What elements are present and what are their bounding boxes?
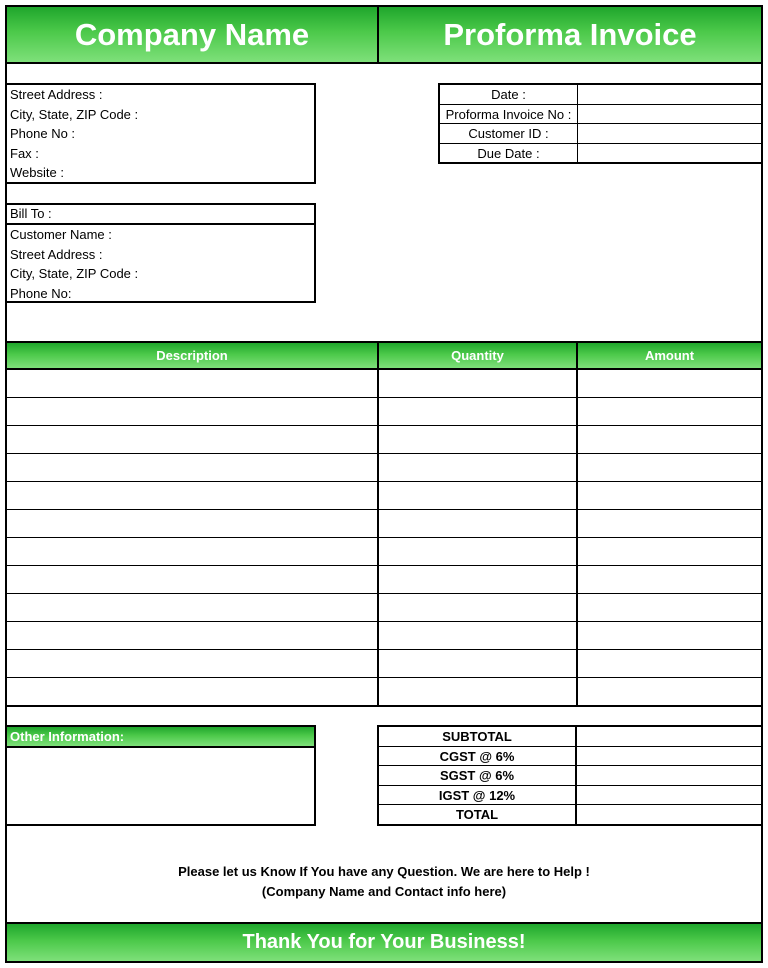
item-description-cell[interactable] (7, 650, 379, 677)
items-table-header (5, 341, 763, 370)
item-amount-cell[interactable] (578, 482, 761, 509)
item-amount-cell[interactable] (578, 622, 761, 649)
item-description-cell[interactable] (7, 566, 379, 593)
item-row (7, 370, 761, 398)
item-quantity-cell[interactable] (379, 594, 578, 621)
item-description-cell[interactable] (7, 482, 379, 509)
item-row (7, 426, 761, 454)
item-quantity-cell[interactable] (379, 426, 578, 453)
items-table-body (5, 369, 763, 707)
item-quantity-cell[interactable] (379, 678, 578, 706)
sgst-value[interactable] (577, 766, 761, 785)
subtotal-row (379, 727, 761, 747)
item-amount-cell[interactable] (578, 650, 761, 677)
city-state-zip-field[interactable]: City, State, ZIP Code : (10, 106, 139, 122)
item-row (7, 454, 761, 482)
invoice-no-label: Proforma Invoice No : (440, 105, 578, 124)
item-description-cell[interactable] (7, 510, 379, 537)
item-description-cell[interactable] (7, 678, 379, 706)
item-row (7, 510, 761, 538)
due-date-value[interactable] (578, 144, 761, 164)
date-row (440, 85, 761, 105)
item-quantity-cell[interactable] (379, 566, 578, 593)
phone-field[interactable]: Phone No : (10, 126, 76, 141)
bill-to-heading: Bill To : (10, 206, 52, 221)
company-address-box (5, 83, 316, 184)
customer-id-row (440, 124, 761, 144)
description-column-header: Description (7, 343, 379, 368)
doc-title-header (377, 5, 763, 64)
item-quantity-cell[interactable] (379, 482, 578, 509)
invoice-no-value[interactable] (578, 105, 761, 124)
fax-field[interactable]: Fax : (10, 145, 39, 161)
total-label: TOTAL (379, 805, 577, 825)
contact-info-message: (Company Name and Contact info here) (261, 884, 507, 899)
item-description-cell[interactable] (7, 426, 379, 453)
total-value[interactable] (577, 805, 761, 825)
footer-message (5, 862, 763, 902)
item-quantity-cell[interactable] (379, 650, 578, 677)
thank-you-text: Thank You for Your Business! (242, 931, 526, 953)
item-row (7, 566, 761, 594)
item-description-cell[interactable] (7, 398, 379, 425)
item-amount-cell[interactable] (578, 370, 761, 397)
item-quantity-cell[interactable] (379, 370, 578, 397)
item-row (7, 482, 761, 510)
cgst-value[interactable] (577, 747, 761, 766)
bill-to-heading-box (5, 203, 316, 225)
subtotal-value[interactable] (577, 727, 761, 746)
item-description-cell[interactable] (7, 454, 379, 481)
item-description-cell[interactable] (7, 538, 379, 565)
date-value[interactable] (578, 85, 761, 104)
igst-value[interactable] (577, 786, 761, 805)
thank-you-banner (5, 922, 763, 963)
company-name-header (5, 5, 379, 64)
customer-id-label: Customer ID : (440, 124, 578, 143)
customer-name-field[interactable]: Customer Name : (10, 227, 112, 242)
item-quantity-cell[interactable] (379, 398, 578, 425)
item-amount-cell[interactable] (578, 594, 761, 621)
item-description-cell[interactable] (7, 622, 379, 649)
item-quantity-cell[interactable] (379, 454, 578, 481)
item-quantity-cell[interactable] (379, 510, 578, 537)
item-row (7, 650, 761, 678)
quantity-column-header: Quantity (379, 343, 578, 368)
customer-street-field[interactable]: Street Address : (10, 246, 103, 262)
item-amount-cell[interactable] (578, 510, 761, 537)
item-row (7, 538, 761, 566)
company-name: Company Name (74, 16, 310, 52)
subtotal-label: SUBTOTAL (379, 727, 577, 746)
cgst-label: CGST @ 6% (379, 747, 577, 766)
customer-id-value[interactable] (578, 124, 761, 143)
amount-column-header: Amount (644, 348, 695, 363)
street-address-field[interactable]: Street Address : (10, 87, 103, 102)
item-amount-cell[interactable] (578, 426, 761, 453)
item-quantity-cell[interactable] (379, 622, 578, 649)
customer-city-field[interactable]: City, State, ZIP Code : (10, 266, 139, 281)
sgst-row (379, 766, 761, 786)
igst-row (379, 786, 761, 806)
other-information-box (5, 725, 316, 826)
cgst-row (379, 747, 761, 767)
due-date-label: Due Date : (440, 144, 578, 164)
other-information-heading: Other Information: (7, 727, 314, 748)
item-description-cell[interactable] (7, 370, 379, 397)
item-row (7, 398, 761, 426)
item-row (7, 622, 761, 650)
item-row (7, 678, 761, 706)
sgst-label: SGST @ 6% (379, 766, 577, 785)
invoice-no-row (440, 105, 761, 125)
item-amount-cell[interactable] (578, 566, 761, 593)
other-information-content[interactable] (7, 748, 314, 824)
customer-phone-field[interactable]: Phone No: (10, 285, 72, 301)
document-title: Proforma Invoice (443, 16, 697, 52)
bill-to-box (5, 223, 316, 303)
due-date-row (440, 144, 761, 164)
total-row (379, 805, 761, 825)
item-quantity-cell[interactable] (379, 538, 578, 565)
totals-table (377, 725, 763, 826)
item-row (7, 594, 761, 622)
item-amount-cell[interactable] (578, 538, 761, 565)
item-amount-cell[interactable] (578, 454, 761, 481)
help-message: Please let us Know If You have any Question. We are here to Help ! (178, 864, 590, 879)
item-description-cell[interactable] (7, 594, 379, 621)
igst-label: IGST @ 12% (379, 786, 577, 805)
item-amount-cell[interactable] (578, 398, 761, 425)
invoice-meta-table (438, 83, 763, 164)
item-amount-cell[interactable] (578, 678, 761, 706)
website-field[interactable]: Website : (10, 165, 64, 180)
date-label: Date : (440, 85, 578, 104)
